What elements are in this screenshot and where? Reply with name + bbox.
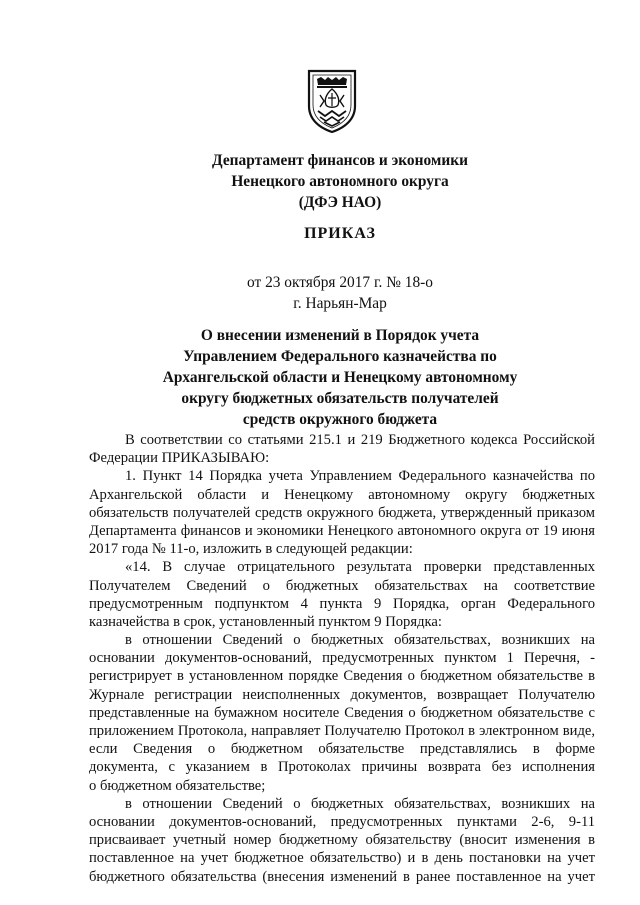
subject-line: Архангельской области и Ненецкому автономному [162,369,518,386]
order-body-text [89,431,595,886]
body-line: Федерации ПРИКАЗЫВАЮ: [89,450,270,467]
body-line: Департамента финансов и экономики Ненецкого автономного округа от 19 июня [89,522,595,539]
order-city: г. Нарьян-Мар [293,295,387,312]
body-line: документа, с указанием в Протоколах причины возврата без исполнения [89,759,595,776]
body-line: предусмотренным подпунктом 4 пункта 9 Порядка, орган Федерального [89,595,595,612]
body-line: представленные на бумажном носителе Сведения о бюджетном обязательстве с [89,704,595,721]
body-line: Получателем Сведений о бюджетных обязательствах на соответствие [89,577,595,594]
body-line: присваивает учетный номер бюджетному обязательству (вносит изменения в [89,832,595,849]
body-line: обязательств получателей средств окружного бюджета, утвержденный приказом [89,504,595,521]
subject-line: Управлением Федерального казначейства по [183,348,497,365]
order-date-number: от 23 октября 2017 г. № 18-о [247,274,433,291]
body-line: в отношении Сведений о бюджетных обязательствах, возникших на [125,795,595,812]
department-line: Департамент финансов и экономики [212,152,468,169]
subject-line: средств окружного бюджета [242,411,438,428]
subject-line: округу бюджетных обязательств получателей [181,390,499,407]
document-type-title: ПРИКАЗ [304,225,376,242]
body-line: 2017 года № 11-о, изложить в следующей редакции: [89,541,413,558]
body-line: Архангельской области и Ненецкому автономному округу бюджетных [89,486,595,503]
body-line: 1. Пункт 14 Порядка учета Управлением Федерального казначейства по [125,468,595,485]
body-line: в отношении Сведений о бюджетных обязательствах, возникших на [125,632,595,649]
body-line: Журнале регистрации неисполненных документов, возвращает Получателю [89,686,595,703]
body-line: основании документов-оснований, предусмотренных пунктом 1 Перечня, - [89,650,595,667]
nao-coat-of-arms-icon [306,68,358,134]
department-line: Ненецкого автономного округа [231,173,449,190]
subject-line: О внесении изменений в Порядок учета [200,327,480,344]
body-line: поставленное на учет бюджетное обязательство) и в день постановки на учет [89,850,595,867]
order-meta [86,272,594,314]
department-line: (ДФЭ НАО) [298,194,382,211]
body-line: «14. В случае отрицательного результата проверки представленных [125,559,595,576]
body-line: регистрирует в установленном порядке Сведения о бюджетном обязательстве в [89,668,595,685]
body-line: бюджетного обязательства (внесения изменений в ранее поставленное на учет [89,868,595,885]
body-line: В соответствии со статьями 215.1 и 219 Бюджетного кодекса Российской [125,432,595,448]
body-line: приложением Протокола, направляет Получателю Протокол в электронном виде, [89,723,595,739]
department-header [86,150,594,213]
body-line: если Сведения о бюджетном обязательстве представлялись в форме [89,741,595,758]
body-line: основании документов-оснований, предусмотренных пунктами 2-6, 9-11 [89,813,595,830]
order-subject [86,325,594,430]
body-line: казначейства в срок, установленный пунктом 9 Порядка: [89,613,442,630]
body-line: о бюджетном обязательстве; [89,777,266,794]
